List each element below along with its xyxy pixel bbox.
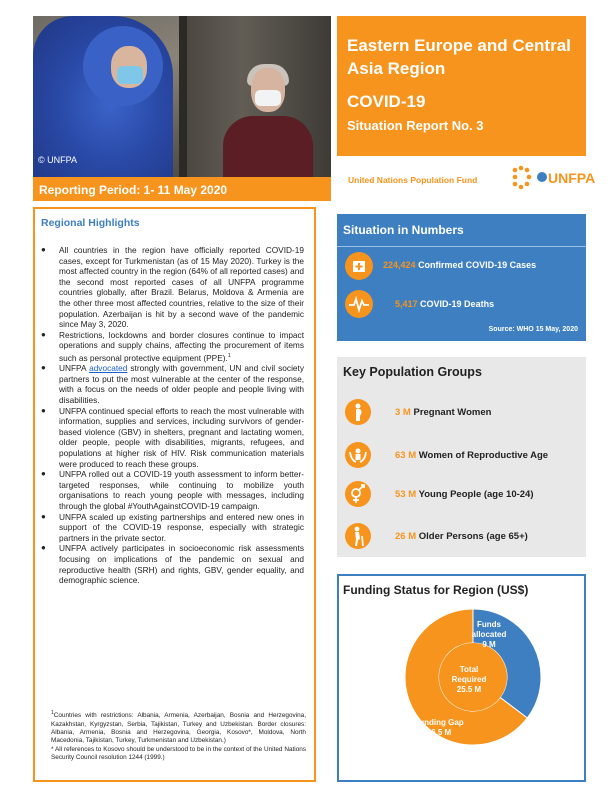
funding-status [337,574,586,782]
deaths-line [395,299,494,309]
highlight-item [41,363,304,405]
highlight-text: Restrictions, lockdowns and border closures continue to impact operations and supply chains, affecting the procurement of items such as personal protective equipment (PPE). [59,329,304,363]
advocated-link[interactable]: advocated [89,363,128,374]
footnote-number: 1 [51,710,54,716]
highlight-item [41,543,304,585]
total-line: 25.5 M [456,685,482,694]
allocated-line: Funds [477,620,501,629]
kpg-title: Key Population Groups [343,365,482,379]
footnote-ref: 1 [227,352,231,359]
footnote-1 [51,709,306,746]
highlight-item [41,406,304,470]
cases-line [383,260,536,270]
kpg-label [395,407,491,418]
kpg-text: Pregnant Women [413,407,492,418]
allocated-line: allocated [471,630,507,639]
highlight-text: UNFPA actively participates in socioeconomic risk assessments focusing on implications of the pandemic on sexual and reproductive health (SRH) and rights, GBV, gender equality, and demographic science. [59,543,304,586]
funding-title: Funding Status for Region (US$) [343,583,529,597]
allocated-line: 9 M [482,640,496,649]
situation-divider [337,246,586,247]
highlight-text: UNFPA continued special efforts to reach the most vulnerable with information, supplies and services, including survivors of gender-based violence (GBV) in shelters, pregnant and lactating women, older people, people with disabilities, migrants, refugees, and populations at higher risk of HIV. Risk communication materials were produced to reach these groups. [59,405,304,469]
kpg-text: Young People (age 10-24) [418,489,534,500]
kpg-label [395,531,528,542]
kpg-number: 63 M [395,450,417,461]
unfpa-row [337,160,596,196]
title-block [337,16,586,156]
pregnant-woman-icon [345,399,371,425]
kpg-text: Women of Reproductive Age [418,450,549,461]
kpg-label [395,450,548,461]
kpg-row [337,442,586,470]
highlight-text: All countries in the region have officially reported COVID-19 cases, except for Turkmenistan (as of 15 May 2020). Turkey is the most affected country in the region (64% of all reported cases) and the second most reported cases of all UNFPA programme countries globally, after Brazil. Belarus, Moldova & Armenia are the other three most affected countries, relative to the size of their population. Azerbaijan is hit by a second wave of the pandemic since May 3, 2020. [59,245,304,330]
regional-highlights [33,207,316,782]
kpg-text: Older Persons (age 65+) [418,531,528,542]
region-title: Eastern Europe and Central Asia Region [347,36,571,78]
footnotes [51,709,306,763]
kpg-number: 53 M [395,489,417,500]
total-line: Required [451,675,487,684]
situation-source: Source: WHO 15 May, 2020 [488,326,578,333]
cover-photo [33,16,331,177]
highlights-title: Regional Highlights [41,217,140,229]
highlight-text: UNFPA scaled up existing partnerships and entered new ones in support of the COVID-19 response, especially with strategic partners in the private sector. [59,511,304,543]
total-required-label [444,665,494,695]
highlight-item [41,245,304,330]
gap-line: 16.5 M [426,728,452,737]
hospital-icon [345,252,373,280]
photo-doorframe [179,16,187,177]
kpg-number: 3 M [395,407,411,418]
highlight-text: UNFPA rolled out a COVID-19 youth assessment to inform better-targeted responses, while continuing to mobilize youth organisations to reach young people with messages, including through the global #YouthAgainstCOVID-19 campaign. [59,469,304,512]
gap-line: Funding Gap [414,718,464,727]
deaths-number: 5,417 [395,299,418,309]
covid-title: COVID-19 [347,92,426,111]
kpg-row [337,523,586,551]
situation-in-numbers [337,214,586,341]
reporting-period: Reporting Period: 1- 11 May 2020 [33,177,331,201]
highlight-text: UNFPA [59,363,90,374]
kpg-label [395,489,534,500]
svg-text:UNFPA: UNFPA [548,170,596,186]
org-name: United Nations Population Fund [348,175,478,185]
cases-number: 224,424 [383,260,416,270]
key-population-groups [337,357,586,557]
funding-gap-label [404,718,474,738]
footnote-2: * All references to Kosovo should be understood to be in the context of the United Nations Security Council resolution 1244 (1999.) [51,745,306,762]
kpg-row [337,399,586,427]
deaths-label: COVID-19 Deaths [420,299,495,309]
highlight-item [41,469,304,511]
sitrep-title: Situation Report No. 3 [347,118,484,133]
total-line: Total [459,665,479,674]
allocated-label [464,620,514,650]
highlight-text: strongly with government, UN and civil society partners to put the most vulnerable at the center of the response, with a focus on the needs of older people and people living with disabilities. [59,363,304,406]
highlight-item [41,330,304,364]
photo-mask-worker [117,66,143,84]
cases-label: Confirmed COVID-19 Cases [418,260,537,270]
highlights-list [41,245,304,586]
photo-mask-woman [255,90,281,106]
women-hands-icon [345,442,371,468]
kpg-row [337,481,586,509]
gender-symbols-icon [345,481,371,507]
footnote-text: Countries with restrictions: Albania, Armenia, Azerbaijan, Bosnia and Herzegovina, Kazakhstan, Kyrgyzstan, Serbia, Tajikistan, Turkey and Uzbekistan. Border closures: Albania, Armenia, Bosnia and Herzegovina, Georgia, Kosovo*, Moldova, North Macedonia, Tajikistan, Turkey, Turkmenistan and Uzbekistan.) [51,712,306,745]
virus-heartbeat-icon [345,290,373,318]
photo-older-woman [223,116,313,177]
older-person-icon [345,523,371,549]
highlight-item [41,512,304,544]
situation-title: Situation in Numbers [343,223,464,237]
photo-credit: © UNFPA [38,155,77,165]
kpg-number: 26 M [395,531,417,542]
unfpa-logo [509,162,596,194]
